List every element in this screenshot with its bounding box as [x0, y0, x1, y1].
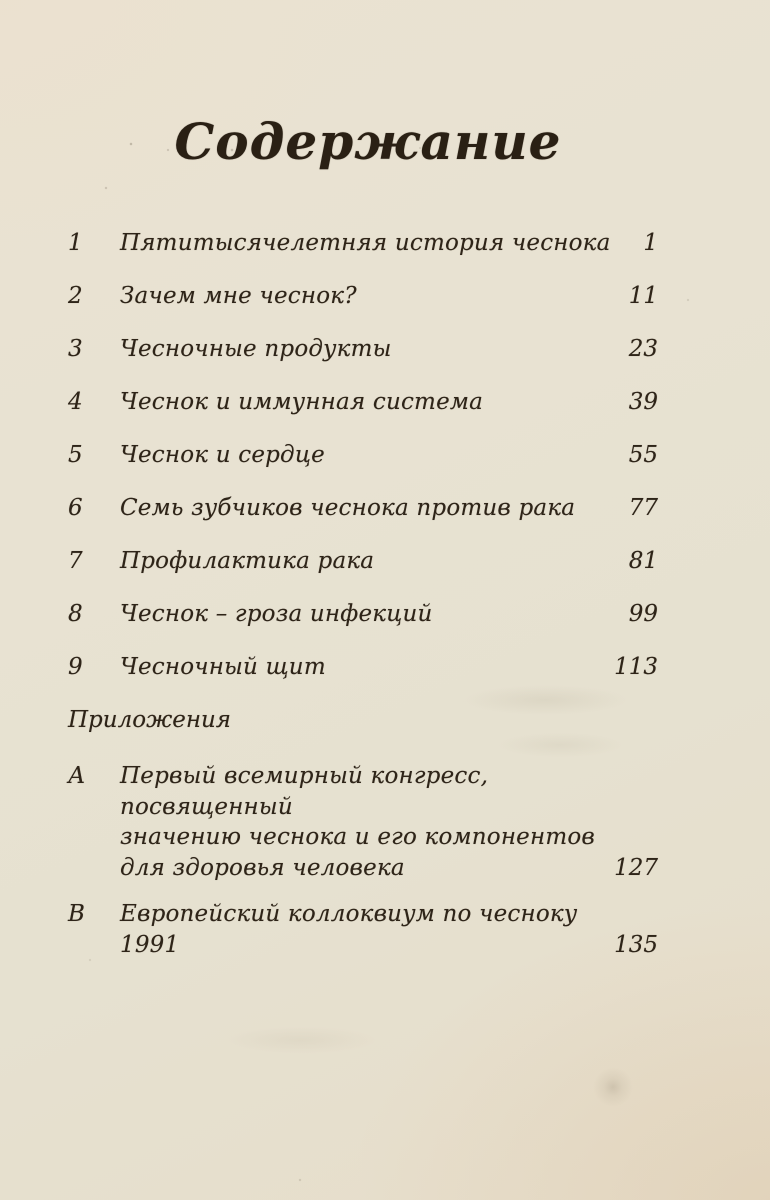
toc-entry-row	[68, 496, 658, 520]
appendix-title-line: Европейский коллоквиум по чесноку 1991	[120, 901, 578, 958]
page-number: 1	[643, 230, 658, 256]
page-number: 99	[628, 601, 658, 627]
page-number: 23	[628, 336, 658, 362]
appendix-title	[120, 899, 614, 960]
chapter-title: Чесночные продукты	[120, 336, 392, 362]
chapter-number: 8	[68, 601, 83, 627]
chapter-title: Профилактика рака	[120, 548, 375, 574]
chapter-number: 9	[68, 654, 83, 680]
appendix-title-line: для здоровья человека	[120, 854, 405, 881]
appendix-letter: В	[68, 901, 85, 927]
page-number: 77	[628, 495, 658, 521]
appendix-title-line: значению чеснока и его компонентов	[120, 824, 595, 850]
toc-entry-row	[68, 390, 658, 414]
page-number: 55	[628, 442, 658, 468]
toc-entry-row	[68, 443, 658, 467]
chapter-number: 6	[68, 495, 83, 521]
chapter-number: 2	[68, 283, 83, 309]
page-number: 135	[614, 931, 658, 958]
chapter-number: 3	[68, 336, 83, 362]
toc-entry-row	[68, 602, 658, 626]
chapter-number: 5	[68, 442, 83, 468]
chapter-title: Пятитысячелетняя история чеснока	[120, 230, 611, 256]
toc-entries	[68, 231, 658, 679]
appendix-letter: А	[68, 763, 86, 789]
chapter-number: 1	[68, 230, 83, 256]
chapter-title: Зачем мне чеснок?	[120, 283, 357, 309]
chapter-title: Чеснок и иммунная система	[120, 389, 484, 415]
appendix-title-line: Первый всемирный конгресс, посвященный	[120, 763, 489, 820]
toc-entry-row	[68, 655, 658, 679]
chapter-title: Семь зубчиков чеснока против рака	[120, 495, 576, 521]
chapter-title: Чеснок – гроза инфекций	[120, 601, 433, 627]
chapter-title: Чесночный щит	[120, 654, 326, 680]
toc-entry-row	[68, 549, 658, 573]
page-number: 11	[628, 283, 658, 309]
page-number: 127	[614, 854, 658, 881]
page-number: 81	[628, 548, 658, 574]
chapter-number: 4	[68, 389, 83, 415]
chapter-title: Чеснок и сердце	[120, 442, 325, 468]
toc-entry-row	[68, 231, 658, 255]
appendix-section-heading: Приложения	[68, 707, 232, 733]
chapter-number: 7	[68, 548, 83, 574]
toc-entry-row	[68, 284, 658, 308]
page-title: Содержание	[174, 112, 562, 171]
toc-entry-row	[68, 337, 658, 361]
toc-appendix-row	[68, 761, 658, 883]
page-number: 113	[614, 654, 658, 680]
appendix-title	[120, 761, 614, 883]
page-number: 39	[628, 389, 658, 415]
toc-appendix-row	[68, 899, 658, 960]
